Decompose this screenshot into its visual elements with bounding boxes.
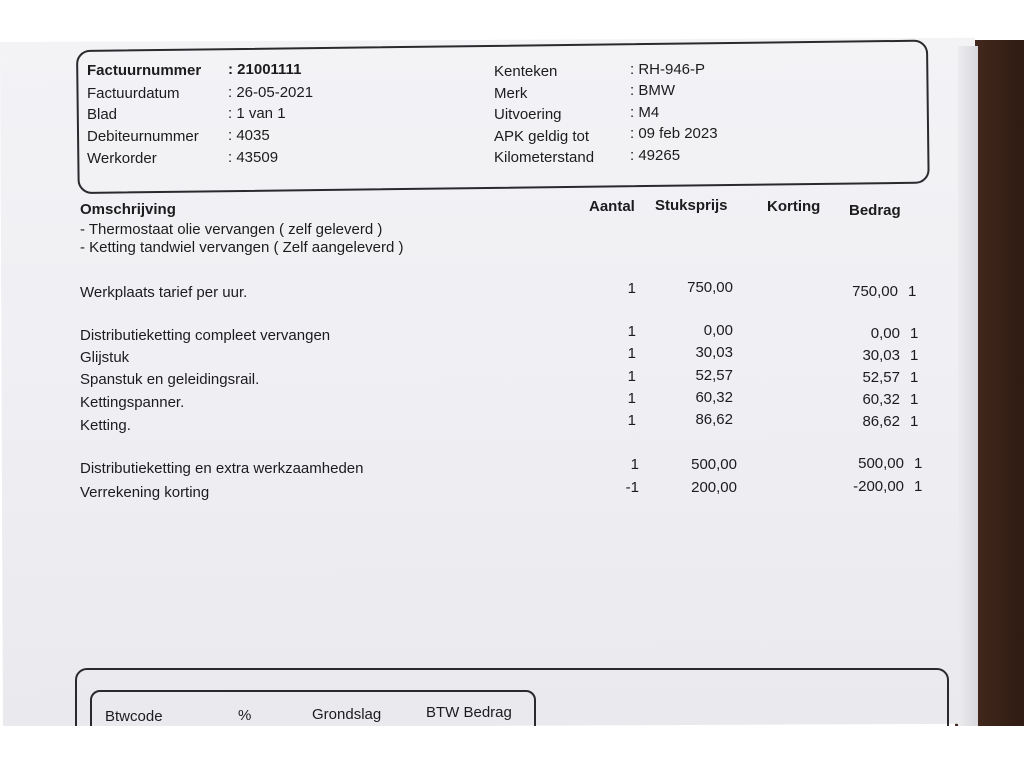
col-korting: Korting bbox=[767, 198, 821, 215]
row-vat-code: 1 bbox=[910, 413, 919, 430]
row-unit-price: 0,00 bbox=[703, 322, 733, 339]
label-apk: APK geldig tot bbox=[494, 128, 590, 145]
row-unit-price: 30,03 bbox=[695, 344, 733, 361]
label-kenteken: Kenteken bbox=[494, 63, 558, 80]
value-kilometerstand: : 49265 bbox=[630, 147, 681, 164]
row-quantity: 1 bbox=[627, 368, 636, 385]
row-description: Distributieketting compleet vervangen bbox=[80, 327, 331, 344]
col-stuksprijs: Stuksprijs bbox=[655, 197, 728, 214]
col-btw-bedrag: BTW Bedrag bbox=[426, 704, 512, 721]
row-unit-price: 200,00 bbox=[691, 479, 737, 496]
value-blad: : 1 van 1 bbox=[228, 105, 286, 122]
row-vat-code: 1 bbox=[910, 347, 919, 364]
row-vat-code: 1 bbox=[910, 391, 919, 408]
row-vat-code: 1 bbox=[910, 325, 919, 342]
row-quantity: -1 bbox=[625, 479, 639, 496]
row-amount: 500,00 bbox=[858, 455, 904, 472]
col-bedrag: Bedrag bbox=[849, 202, 901, 219]
label-debiteurnummer: Debiteurnummer bbox=[87, 128, 199, 145]
row-description: Glijstuk bbox=[80, 349, 130, 366]
col-btwcode: Btwcode bbox=[105, 708, 163, 725]
paper-edge bbox=[958, 46, 978, 726]
label-kilometerstand: Kilometerstand bbox=[494, 149, 595, 166]
col-grondslag: Grondslag bbox=[312, 706, 382, 723]
col-aantal: Aantal bbox=[589, 198, 635, 215]
label-uitvoering: Uitvoering bbox=[494, 106, 562, 123]
background-bottom bbox=[0, 726, 1024, 768]
row-quantity: 1 bbox=[627, 345, 636, 362]
value-merk: : BMW bbox=[630, 82, 675, 99]
value-uitvoering: : M4 bbox=[630, 104, 660, 121]
row-amount: 52,57 bbox=[862, 369, 900, 386]
row-quantity: 1 bbox=[627, 390, 636, 407]
row-amount: 86,62 bbox=[862, 413, 900, 430]
row-vat-code: 1 bbox=[908, 283, 917, 300]
row-amount: 60,32 bbox=[862, 391, 900, 408]
label-werkorder: Werkorder bbox=[87, 150, 157, 167]
value-debiteurnummer: : 4035 bbox=[228, 127, 270, 144]
note-line: - Ketting tandwiel vervangen ( Zelf aangeleverd ) bbox=[80, 239, 404, 256]
row-amount: 30,03 bbox=[862, 347, 900, 364]
row-description: Verrekening korting bbox=[80, 484, 210, 501]
row-description: Ketting. bbox=[80, 417, 131, 434]
col-btw-percent: % bbox=[238, 707, 252, 724]
row-description: Spanstuk en geleidingsrail. bbox=[80, 371, 260, 388]
label-merk: Merk bbox=[494, 85, 528, 102]
row-description: Werkplaats tarief per uur. bbox=[80, 284, 248, 301]
row-vat-code: 1 bbox=[910, 369, 919, 386]
row-vat-code: 1 bbox=[914, 478, 923, 495]
label-factuurdatum: Factuurdatum bbox=[87, 85, 180, 102]
row-amount: -200,00 bbox=[853, 478, 904, 495]
row-quantity: 1 bbox=[627, 412, 636, 429]
row-unit-price: 60,32 bbox=[695, 389, 733, 406]
row-description: Kettingspanner. bbox=[80, 394, 185, 411]
row-quantity: 1 bbox=[627, 323, 636, 340]
value-kenteken: : RH-946-P bbox=[630, 61, 706, 78]
row-quantity: 1 bbox=[627, 280, 636, 297]
value-werkorder: : 43509 bbox=[228, 149, 279, 166]
row-unit-price: 86,62 bbox=[695, 411, 733, 428]
row-unit-price: 500,00 bbox=[691, 456, 737, 473]
note-line: - Thermostaat olie vervangen ( zelf geleverd ) bbox=[80, 221, 383, 238]
value-apk: : 09 feb 2023 bbox=[630, 125, 718, 142]
row-amount: 0,00 bbox=[870, 325, 900, 342]
col-omschrijving: Omschrijving bbox=[80, 201, 176, 218]
row-unit-price: 52,57 bbox=[695, 367, 733, 384]
row-vat-code: 1 bbox=[914, 455, 923, 472]
label-blad: Blad bbox=[87, 106, 118, 123]
row-quantity: 1 bbox=[630, 456, 639, 473]
row-description: Distributieketting en extra werkzaamheden bbox=[80, 460, 364, 477]
row-amount: 750,00 bbox=[852, 283, 898, 300]
value-factuurdatum: : 26-05-2021 bbox=[228, 84, 314, 101]
value-factuurnummer: : 21001111 bbox=[228, 61, 302, 78]
label-factuurnummer: Factuurnummer bbox=[87, 62, 202, 79]
row-unit-price: 750,00 bbox=[687, 279, 733, 296]
